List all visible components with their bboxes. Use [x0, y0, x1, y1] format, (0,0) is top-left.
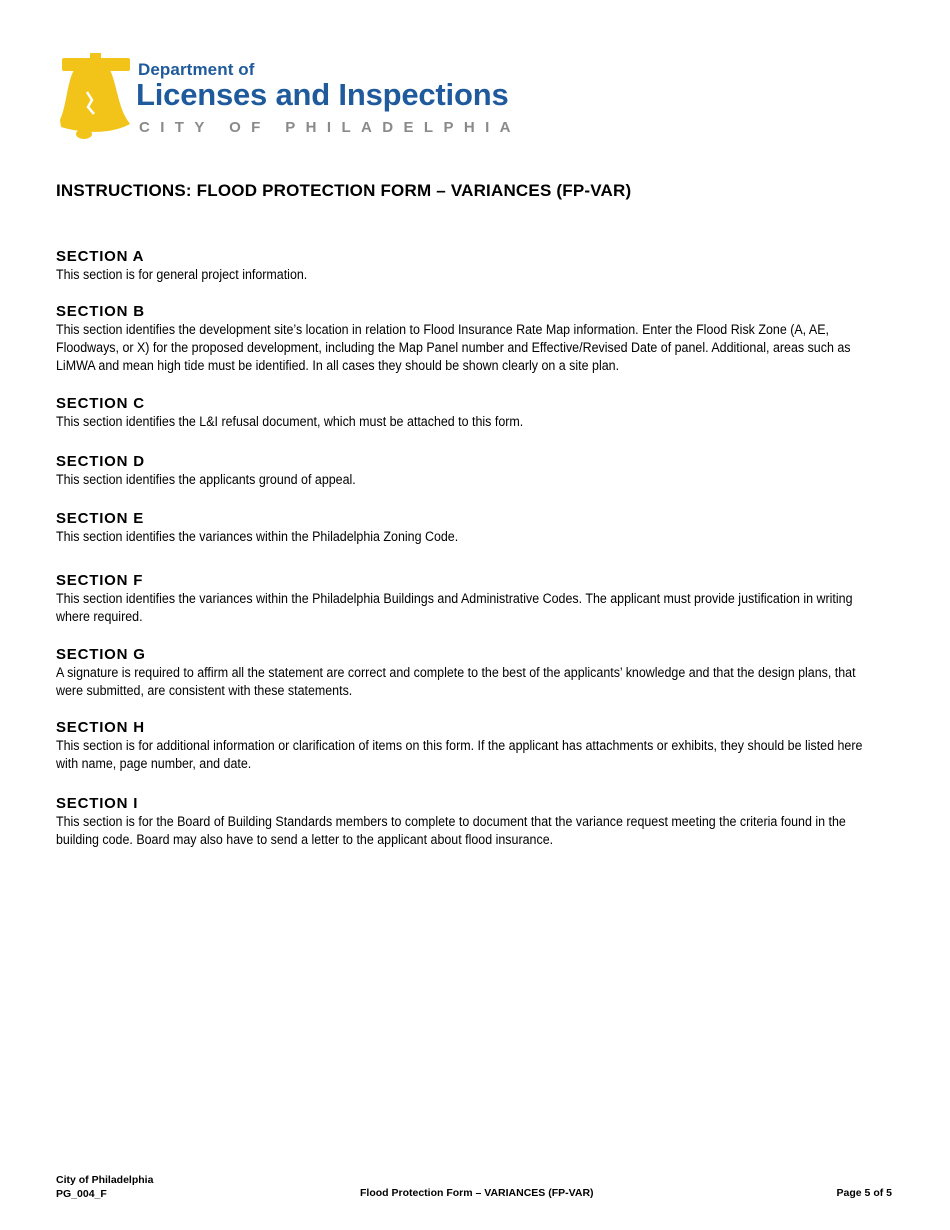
document-title: INSTRUCTIONS: FLOOD PROTECTION FORM – VARIANCES (FP-VAR) [56, 181, 632, 200]
section-text: This section is for the Board of Building Standards members to complete to document that the variance request meeting the criteria found in the building code. Board may also have to send a letter to the applicant about flood insurance. [56, 814, 846, 847]
section-text: This section identifies the applicants ground of appeal. [56, 472, 356, 487]
section-text: This section identifies the L&I refusal document, which must be attached to this form. [56, 414, 524, 429]
footer-form-name: Flood Protection Form – VARIANCES (FP-VAR) [360, 1187, 594, 1199]
section-heading: SECTION D [56, 453, 145, 470]
section-f [56, 572, 886, 626]
section-heading: SECTION G [56, 646, 146, 663]
section-d [56, 453, 886, 489]
logo-city-line: CITY OF PHILADELPHIA [139, 119, 521, 136]
liberty-bell-icon [54, 52, 132, 140]
footer-org: City of Philadelphia [56, 1174, 154, 1186]
section-text: This section is for additional information or clarification of items on this form. If the applicant has attachments or exhibits, they should be listed here with name, page number, and date. [56, 738, 863, 771]
section-e [56, 510, 886, 546]
footer-form-code: PG_004_F [56, 1188, 107, 1200]
page-footer [56, 1173, 892, 1201]
section-g [56, 646, 886, 700]
section-heading: SECTION I [56, 795, 139, 812]
section-c [56, 395, 886, 431]
logo-department-line: Department of [138, 60, 255, 79]
section-heading: SECTION A [56, 248, 145, 265]
department-logo [54, 50, 524, 142]
section-a [56, 248, 886, 284]
section-text: This section is for general project information. [56, 267, 308, 282]
sections-list [56, 248, 886, 849]
section-text: This section identifies the development site’s location in relation to Flood Insurance Rate Map information. Enter the Flood Risk Zone (A, AE, Floodways, or X) for the proposed development, including the Map Panel number and Effective/Revised Date of panel. Additional, areas such as LiMWA and mean high tide must be identified. In all cases they should be shown clearly on a site plan. [56, 322, 851, 373]
logo-licenses-inspections: Licenses and Inspections [136, 77, 509, 112]
section-text: A signature is required to affirm all the statement are correct and complete to the best of the applicants’ knowledge and that the design plans, that were submitted, are consistent with these statements. [56, 665, 856, 698]
section-b [56, 303, 886, 375]
footer-page-number: Page 5 of 5 [836, 1187, 892, 1199]
section-heading: SECTION H [56, 719, 145, 736]
section-heading: SECTION F [56, 572, 144, 589]
section-h [56, 719, 886, 773]
section-heading: SECTION E [56, 510, 145, 527]
section-heading: SECTION C [56, 395, 145, 412]
section-i [56, 795, 886, 849]
section-text: This section identifies the variances within the Philadelphia Zoning Code. [56, 529, 459, 544]
section-heading: SECTION B [56, 303, 145, 320]
section-text: This section identifies the variances within the Philadelphia Buildings and Administrative Codes. The applicant must provide justification in writing where required. [56, 591, 853, 624]
